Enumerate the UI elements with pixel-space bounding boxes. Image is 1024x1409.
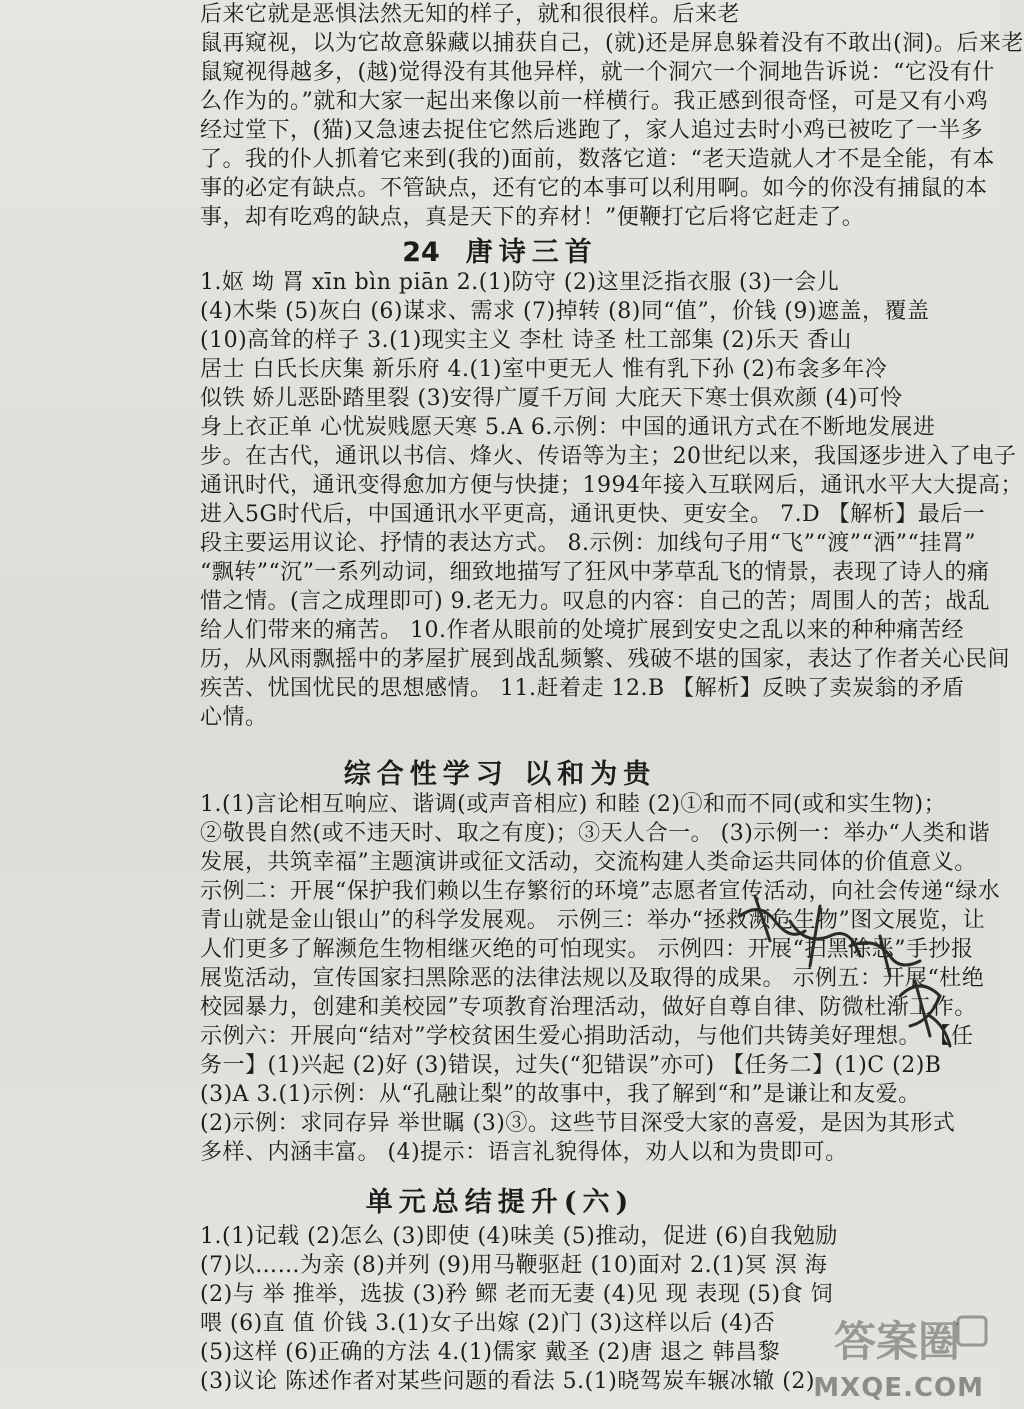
text-line: 鼠窥视得越多，(越)觉得没有其他异样，就一个洞穴一个洞地告诉说：“它没有什 — [200, 60, 995, 85]
section-title: 单元总结提升(六) — [365, 1187, 635, 1218]
text-line: 校园暴力，创建和美校园”专项教育治理活动，做好自尊自律、防微杜渐工作。 — [200, 995, 977, 1020]
section-heading-danyuan — [0, 1180, 1000, 1219]
text-line: 发展，共筑幸福”主题演讲或征文活动，交流构建人类命运共同体的价值意义。 — [200, 850, 977, 875]
text-line: 给人们带来的痛苦。 10.作者从眼前的处境扩展到安史之乱以来的种种痛苦经 — [200, 618, 964, 643]
text-line: (3)议论 陈述作者对某些问题的看法 5.(1)晓驾炭车辗冰辙 (2) — [200, 1369, 815, 1394]
text-line: 鼠再窥视，以为它故意躲藏以捕获自己，(就)还是屏息躲着没有不敢出(洞)。后来老 — [200, 31, 1024, 56]
text-line: ②敬畏自然(或不违天时、取之有度)；③天人合一。 (3)示例一：举办“人类和谐 — [200, 821, 991, 846]
text-line: 1.(1)记载 (2)怎么 (3)即使 (4)味美 (5)推动，促进 (6)自我勉励 — [200, 1224, 838, 1249]
text-line: (3)A 3.(1)示例：从“孔融让梨”的故事中，我了解到“和”是谦让和友爱。 — [200, 1082, 921, 1107]
section-heading-zonghe — [0, 752, 1000, 791]
text-line: 1.妪 坳 罥 xīn bìn piān 2.(1)防守 (2)这里泛指衣服 (3)一会儿 — [200, 270, 840, 295]
text-line: 事，却有吃鸡的缺点，真是天下的弃材！”便鞭打它后将它赶走了。 — [200, 205, 865, 230]
text-line: (4)木柴 (5)灰白 (6)谋求、需求 (7)掉转 (8)同“值”，价钱 (9)遮盖，覆盖 — [200, 299, 930, 324]
text-line: 多样、内涵丰富。 (4)提示：语言礼貌得体，劝人以和为贵即可。 — [200, 1140, 848, 1165]
section-heading-24 — [0, 230, 1000, 269]
watermark-url: MXQE.COM — [813, 1373, 984, 1403]
text-line: 似铁 娇儿恶卧踏里裂 (3)安得广厦千万间 大庇天下寒士俱欢颜 (4)可怜 — [200, 386, 903, 411]
text-line: 务一】(1)兴起 (2)好 (3)错误，过失(“犯错误”亦可) 【任务二】(1)C (2)B — [200, 1053, 942, 1078]
text-line: 示例二：开展“保护我们赖以生存繁衍的环境”志愿者宣传活动，向社会传递“绿水 — [200, 879, 1001, 904]
text-line: 人们更多了解濒危生物相继灭绝的可怕现实。 示例四：开展“扫黑除恶”手抄报 — [200, 937, 974, 962]
text-line: 疾苦、忧国忧民的思想感情。 11.赶着走 12.B 【解析】反映了卖炭翁的矛盾 — [200, 676, 965, 701]
text-line: (2)与 举 推举，选拔 (3)矜 鳏 老而无妻 (4)见 现 表现 (5)食 饲 — [200, 1282, 834, 1307]
text-line: 步。在古代，通讯以书信、烽火、传语等为主；20世纪以来，我国逐步进入了电子 — [200, 444, 1017, 469]
section-title: 唐诗三首 — [465, 237, 598, 268]
text-line: (2)示例：求同存异 举世瞩 (3)③。这些节目深受大家的喜爱，是因为其形式 — [200, 1111, 956, 1136]
text-line: 通讯时代，通讯变得愈加方便与快捷；1994年接入互联网后，通讯水平大大提高； — [200, 473, 1023, 498]
text-line: 惜之情。(言之成理即可) 9.老无力。叹息的内容：自己的苦；周围人的苦；战乱 — [200, 589, 991, 614]
text-line: (5)这样 (6)正确的方法 4.(1)儒家 戴圣 (2)唐 退之 韩昌黎 — [200, 1340, 781, 1365]
section-zonghe-answers — [200, 790, 1001, 1167]
section-number: 24 — [402, 237, 440, 268]
text-line: 身上衣正单 心忧炭贱愿天寒 5.A 6.示例：中国的通讯方式在不断地发展进 — [200, 415, 936, 440]
text-line: 了。我的仆人抓着它来到(我的)面前，数落它道：“老天造就人才不是全能，有本 — [200, 147, 995, 172]
text-line: 进入5G时代后，中国通讯水平更高，通讯更快、更安全。 7.D 【解析】最后一 — [200, 502, 986, 527]
text-line: 么作为的。”就和大家一起出来像以前一样横行。我正感到很奇怪，可是又有小鸡 — [200, 89, 989, 114]
text-line: 示例六：开展向“结对”学校贫困生爱心捐助活动，与他们共铸美好理想。 【任 — [200, 1024, 974, 1049]
section-title: 综合性学习 以和为贵 — [343, 759, 657, 790]
watermark-title: 答案圈 — [833, 1317, 960, 1366]
text-line: (10)高耸的样子 3.(1)现实主义 李杜 诗圣 杜工部集 (2)乐天 香山 — [200, 328, 852, 353]
section-24-answers — [200, 268, 1023, 732]
text-line: (7)以……为亲 (8)并列 (9)用马鞭驱赶 (10)面对 2.(1)冥 溟 海 — [200, 1253, 828, 1278]
text-line: 青山就是金山银山”的科学发展观。 示例三：举办“拯救濒危生物”图文展览，让 — [200, 908, 986, 933]
text-line: 后来它就是恶惧法然无知的样子，就和很很样。后来老 — [200, 2, 741, 27]
intro-paragraph — [200, 0, 1024, 232]
text-line: 喂 (6)直 值 价钱 3.(1)女子出嫁 (2)门 (3)这样以后 (4)否 — [200, 1311, 776, 1336]
section-danyuan-answers — [200, 1222, 940, 1396]
text-line: 1.(1)言论相互响应、谐调(或声音相应) 和睦 (2)①和而不同(或和实生物)； — [200, 792, 947, 817]
text-line: 居士 白氏长庆集 新乐府 4.(1)室中更无人 惟有乳下孙 (2)布衾多年冷 — [200, 357, 888, 382]
text-line: 段主要运用议论、抒情的表达方式。 8.示例：加线句子用“飞”“渡”“洒”“挂罥” — [200, 531, 976, 556]
text-line: 展览活动，宣传国家扫黑除恶的法律法规以及取得的成果。 示例五：开展“杜绝 — [200, 966, 985, 991]
text-line: “飘转”“沉”一系列动词，细致地描写了狂风中茅草乱飞的情景，表现了诗人的痛 — [200, 560, 990, 585]
text-line: 经过堂下，(猫)又急速去捉住它然后逃跑了，家人追过去时小鸡已被吃了一半多 — [200, 118, 984, 143]
text-line: 历，从风雨飘摇中的茅屋扩展到战乱频繁、残破不堪的国家，表达了作者关心民间 — [200, 647, 1011, 672]
text-line: 心情。 — [200, 705, 268, 730]
text-line: 事的必定有缺点。不管缺点，还有它的本事可以利用啊。如今的你没有捕鼠的本 — [200, 176, 988, 201]
